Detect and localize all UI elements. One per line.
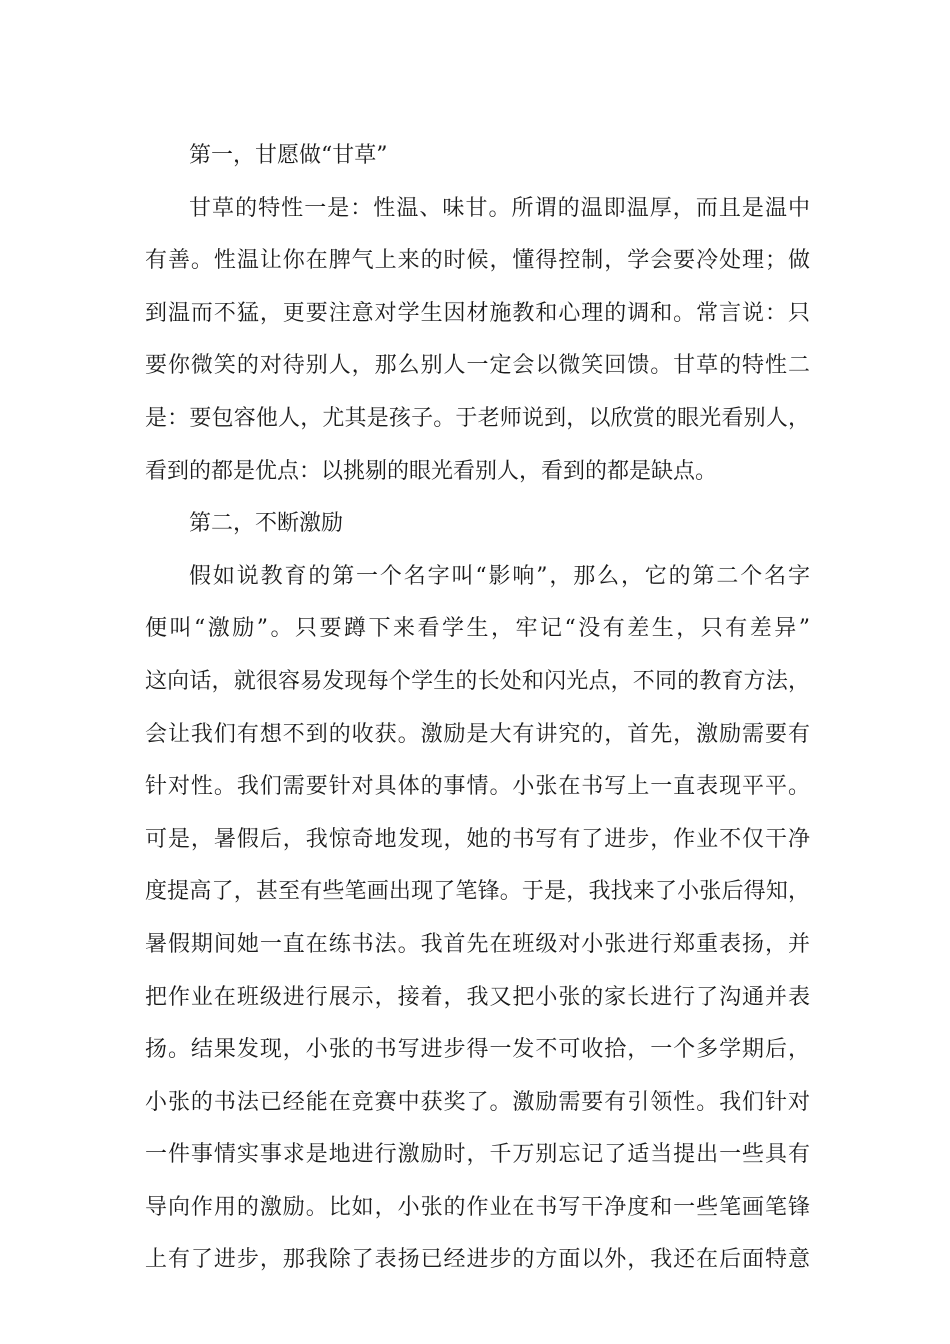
document-body bbox=[145, 134, 810, 1291]
section-heading-1: 第一，甘愿做“甘草” bbox=[189, 143, 388, 168]
paragraph-line: 把作业在班级进行展示，接着，我又把小张的家长进行了沟通并表 bbox=[145, 984, 810, 1010]
paragraph-line: 针对性。我们需要针对具体的事情。小张在书写上一直表现平平。 bbox=[145, 774, 810, 800]
paragraph-line: 这向话，就很容易发现每个学生的长处和闪光点，不同的教育方法， bbox=[145, 668, 810, 694]
paragraph-line: 小张的书法已经能在竞赛中获奖了。激励需要有引领性。我们针对 bbox=[145, 1089, 810, 1115]
paragraph-line: 假如说教育的第一个名字叫“影响”，那么，它的第二个名字 bbox=[189, 563, 810, 589]
paragraph-line: 是：要包容他人，尤其是孩子。于老师说到，以欣赏的眼光看别人， bbox=[145, 405, 810, 431]
paragraph-line: 到温而不猛，更要注意对学生因材施教和心理的调和。常言说：只 bbox=[145, 300, 810, 326]
paragraph-line: 一件事情实事求是地进行激励时，千万别忘记了适当提出一些具有 bbox=[145, 1142, 810, 1168]
paragraph-line: 便叫“激励”。只要蹲下来看学生，牢记“没有差生，只有差异” bbox=[145, 616, 810, 642]
paragraph-line: 暑假期间她一直在练书法。我首先在班级对小张进行郑重表扬，并 bbox=[145, 931, 810, 957]
paragraph-line: 度提高了，甚至有些笔画出现了笔锋。于是，我找来了小张后得知， bbox=[145, 879, 810, 905]
paragraph-line: 导向作用的激励。比如，小张的作业在书写干净度和一些笔画笔锋 bbox=[145, 1194, 810, 1220]
paragraph-line: 甘草的特性一是：性温、味甘。所谓的温即温厚，而且是温中 bbox=[189, 195, 810, 221]
section-heading-2: 第二，不断激励 bbox=[189, 511, 344, 537]
paragraph-line: 看到的都是优点：以挑剔的眼光看别人，看到的都是缺点。 bbox=[145, 458, 718, 484]
paragraph-line: 上有了进步，那我除了表扬已经进步的方面以外，我还在后面特意 bbox=[145, 1247, 810, 1273]
paragraph-line: 有善。性温让你在脾气上来的时候，懂得控制，学会要冷处理；做 bbox=[145, 248, 810, 274]
paragraph-line: 要你微笑的对待别人，那么别人一定会以微笑回馈。甘草的特性二 bbox=[145, 353, 810, 379]
paragraph-line: 扬。结果发现，小张的书写进步得一发不可收拾，一个多学期后， bbox=[145, 1037, 810, 1063]
paragraph-line: 会让我们有想不到的收获。激励是大有讲究的，首先，激励需要有 bbox=[145, 721, 810, 747]
paragraph-line: 可是，暑假后，我惊奇地发现，她的书写有了进步，作业不仅干净 bbox=[145, 826, 810, 852]
